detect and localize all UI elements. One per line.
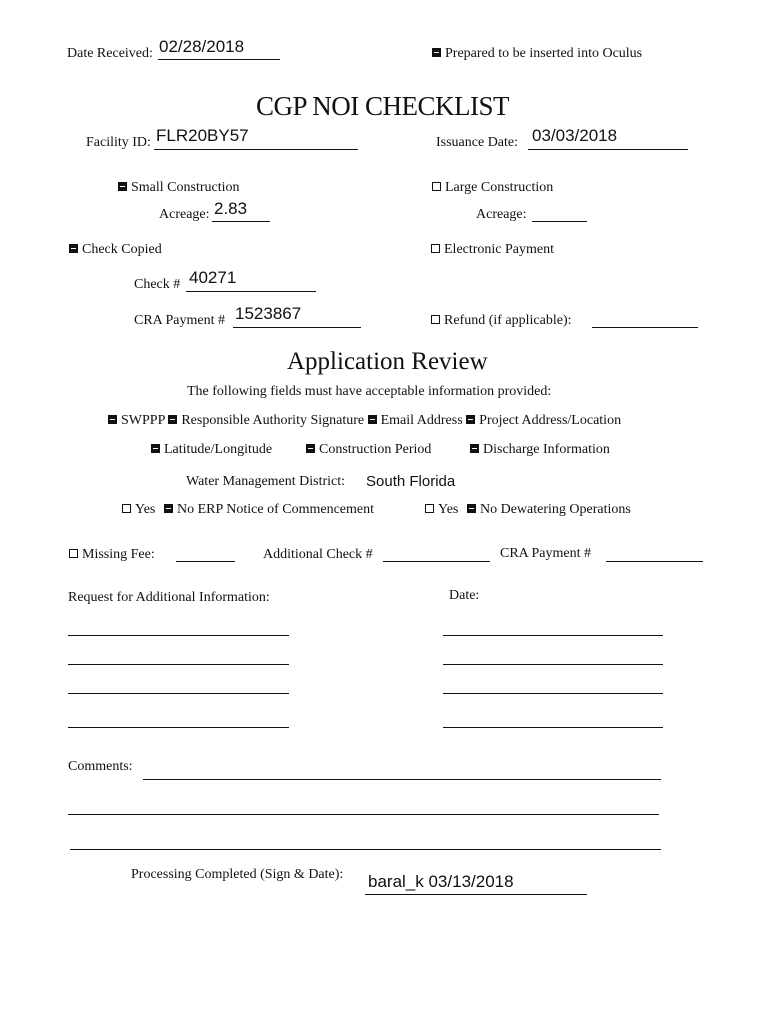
lat-long-option[interactable] — [151, 441, 272, 459]
rai-date-label: Date: — [449, 588, 480, 603]
project-address-label: Project Address/Location — [479, 413, 622, 428]
cra-payment-value[interactable]: 1523867 — [235, 304, 302, 323]
refund-option[interactable] — [431, 312, 572, 330]
comments-label: Comments: — [68, 759, 133, 774]
dewatering-no-label: No Dewatering Operations — [480, 502, 631, 517]
dewatering-no-checkbox[interactable] — [467, 504, 476, 513]
date-received-line — [158, 59, 280, 60]
comments-line[interactable] — [70, 849, 661, 850]
refund-line — [592, 327, 698, 328]
lat-long-label: Latitude/Longitude — [164, 442, 273, 457]
missing-fee-option[interactable] — [69, 546, 155, 564]
cra-payment-line — [233, 327, 361, 328]
check-number-label: Check # — [134, 277, 181, 292]
fees-cra-payment-label: CRA Payment # — [500, 546, 592, 561]
electronic-payment-checkbox[interactable] — [431, 244, 440, 253]
fees-cra-payment-line — [606, 561, 703, 562]
small-acreage-line — [212, 221, 270, 222]
rai-date-line[interactable] — [443, 727, 663, 728]
oculus-checkbox[interactable] — [432, 48, 441, 57]
email-address-option[interactable] — [368, 413, 463, 428]
swppp-label: SWPPP — [121, 413, 165, 428]
rai-line[interactable] — [68, 693, 289, 694]
additional-check-line — [383, 561, 490, 562]
discharge-info-label: Discharge Information — [483, 442, 610, 457]
responsible-authority-option[interactable] — [168, 413, 364, 428]
erp-no-label: No ERP Notice of Commencement — [177, 502, 374, 517]
dewatering-yes-option[interactable] — [425, 501, 458, 519]
missing-fee-label: Missing Fee: — [82, 547, 155, 562]
discharge-info-option[interactable] — [470, 441, 610, 459]
rai-line[interactable] — [68, 664, 289, 665]
rai-line[interactable] — [68, 727, 289, 728]
erp-yes-label: Yes — [135, 502, 156, 517]
lat-long-checkbox[interactable] — [151, 444, 160, 453]
wmd-label: Water Management District: — [186, 474, 346, 489]
application-review-heading: Application Review — [287, 348, 488, 375]
swppp-checkbox[interactable] — [108, 415, 117, 424]
check-copied-label: Check Copied — [82, 242, 162, 257]
small-construction-checkbox[interactable] — [118, 182, 127, 191]
dewatering-yes-label: Yes — [438, 502, 459, 517]
additional-check-label: Additional Check # — [263, 547, 373, 562]
large-acreage-line — [532, 221, 587, 222]
rai-label: Request for Additional Information: — [68, 590, 270, 605]
issuance-date-line — [528, 149, 688, 150]
facility-id-value[interactable]: FLR20BY57 — [156, 126, 249, 145]
email-address-label: Email Address — [380, 413, 463, 428]
oculus-option[interactable] — [432, 45, 642, 63]
small-acreage-value[interactable]: 2.83 — [214, 199, 248, 218]
dewatering-no-option[interactable] — [467, 501, 631, 519]
facility-id-label: Facility ID: — [86, 135, 151, 150]
large-construction-checkbox[interactable] — [432, 182, 441, 191]
large-construction-option[interactable] — [432, 179, 553, 197]
responsible-authority-label: Responsible Authority Signature — [181, 413, 365, 428]
project-address-option[interactable] — [466, 413, 621, 428]
review-intro: The following fields must have acceptable information provided: — [187, 384, 552, 399]
rai-date-line[interactable] — [443, 635, 663, 636]
facility-id-line — [154, 149, 358, 150]
missing-fee-line — [176, 561, 235, 562]
erp-no-checkbox[interactable] — [164, 504, 173, 513]
check-copied-option[interactable] — [69, 241, 162, 259]
refund-label: Refund (if applicable): — [444, 313, 572, 328]
date-received-value[interactable]: 02/28/2018 — [159, 37, 245, 56]
wmd-value[interactable]: South Florida — [366, 473, 456, 490]
email-address-checkbox[interactable] — [368, 415, 377, 424]
swppp-option[interactable] — [108, 413, 165, 428]
erp-yes-option[interactable] — [122, 501, 155, 519]
missing-fee-checkbox[interactable] — [69, 549, 78, 558]
date-received-label: Date Received: — [67, 46, 153, 61]
processing-completed-label: Processing Completed (Sign & Date): — [131, 867, 344, 882]
erp-yes-checkbox[interactable] — [122, 504, 131, 513]
comments-line[interactable] — [143, 779, 661, 780]
electronic-payment-label: Electronic Payment — [444, 242, 555, 257]
rai-line[interactable] — [68, 635, 289, 636]
large-construction-label: Large Construction — [445, 180, 554, 195]
construction-period-label: Construction Period — [319, 442, 432, 457]
large-acreage-label: Acreage: — [476, 207, 527, 222]
check-copied-checkbox[interactable] — [69, 244, 78, 253]
issuance-date-label: Issuance Date: — [436, 135, 519, 150]
construction-period-checkbox[interactable] — [306, 444, 315, 453]
discharge-info-checkbox[interactable] — [470, 444, 479, 453]
review-fields-row-1 — [108, 412, 621, 430]
small-construction-option[interactable] — [118, 179, 240, 197]
check-number-line — [186, 291, 316, 292]
refund-checkbox[interactable] — [431, 315, 440, 324]
dewatering-yes-checkbox[interactable] — [425, 504, 434, 513]
rai-date-line[interactable] — [443, 664, 663, 665]
cra-payment-label: CRA Payment # — [134, 313, 226, 328]
oculus-label: Prepared to be inserted into Oculus — [445, 46, 643, 61]
electronic-payment-option[interactable] — [431, 241, 554, 259]
check-number-value[interactable]: 40271 — [189, 268, 237, 287]
construction-period-option[interactable] — [306, 441, 431, 459]
project-address-checkbox[interactable] — [466, 415, 475, 424]
processing-completed-value[interactable]: baral_k 03/13/2018 — [368, 872, 514, 891]
processing-completed-line — [365, 894, 587, 895]
small-construction-label: Small Construction — [131, 180, 240, 195]
comments-line[interactable] — [68, 814, 659, 815]
issuance-date-value[interactable]: 03/03/2018 — [532, 126, 618, 145]
small-acreage-label: Acreage: — [159, 207, 210, 222]
rai-date-line[interactable] — [443, 693, 663, 694]
responsible-authority-checkbox[interactable] — [168, 415, 177, 424]
page-title: CGP NOI CHECKLIST — [256, 91, 510, 121]
erp-no-option[interactable] — [164, 501, 374, 519]
